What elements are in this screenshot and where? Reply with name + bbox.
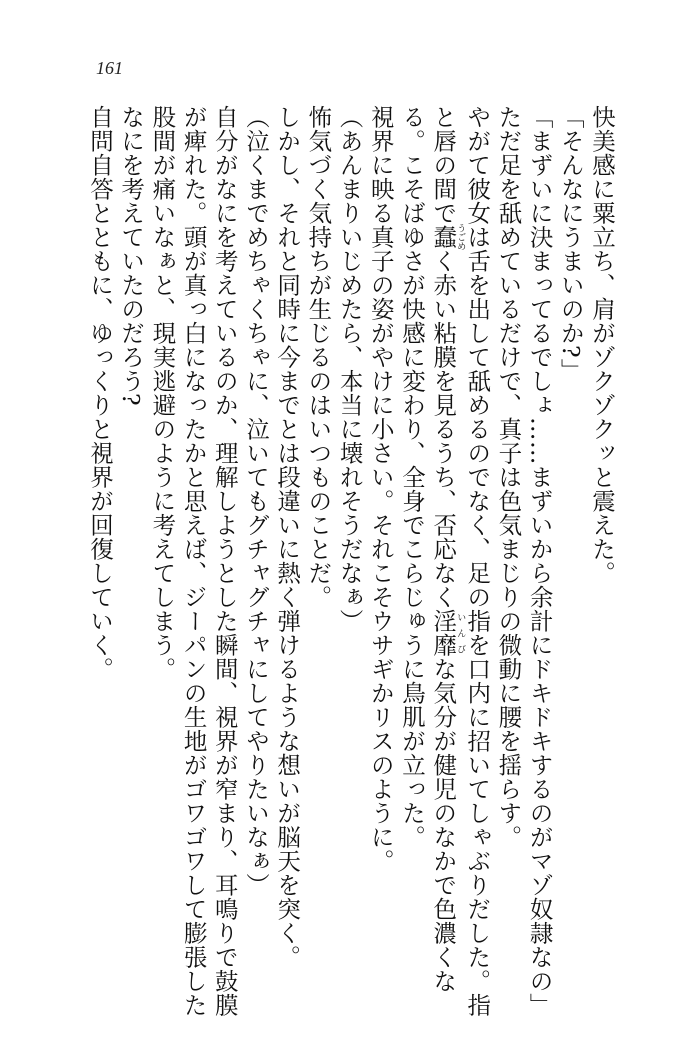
paragraph-3: 「まずいに決まってるでしょ……まずいから余計にドキドキするのがマゾ奴隷なの」 (525, 105, 554, 1017)
page-number: 161 (96, 58, 123, 78)
paragraph-9: しかし、それと同時に今までとは段違いに熱く弾けるような想いが脳天を突く。 (273, 105, 302, 969)
body-text (57, 105, 617, 1025)
paragraph-10: （泣くまでめちゃくちゃに、泣いてもグチャグチャにしてやりたいなぁ） (241, 105, 270, 897)
paragraph-13: 自問自答とともに、ゆっくりと視界が回復していく。 (85, 105, 114, 681)
paragraph-5-part-3: く赤い粘膜を見るうち、否応なく (429, 249, 458, 609)
paragraph-7: （あんまりいじめたら、本当に壊れそうだなぁ） (335, 105, 364, 633)
ruby-inbi (429, 609, 466, 657)
paragraph-8: 怖気づく気持ちが生じるのはいつものことだ。 (304, 105, 333, 609)
ruby-ugome (429, 223, 466, 251)
paragraph-5 (396, 105, 492, 1025)
paragraph-5-part-1: やがて彼女は舌を出して舐めるのでなく、足の指を口内に招いてしゃぶりだした。指と唇の間で (429, 105, 492, 1017)
ruby-inbi-base: 淫靡 (429, 609, 458, 657)
paragraph-12: なにを考えていたのだろう? (117, 105, 146, 407)
paragraph-11: 自分がなにを考えているのか、理解しようとした瞬間、視界が窄まり、耳鳴りで鼓膜が痺れた。頭が真っ白になったかと思えば、ジーパンの生地がゴワゴワして膨張した股間が痛いなぁと、現実逃避のように考えてしまう。 (148, 105, 239, 1017)
paragraph-2: 「そんなにうまいのか?」 (556, 105, 585, 383)
paragraph-5-part-5: な気分が健児のなかで色濃くなる。こそばゆさが快感に変わり、全身でこらじゅうに鳥肌が立った。 (397, 105, 458, 993)
paragraph-6: 視界に映る真子の姿がやけに小さい。それこそウサギかリスのように。 (366, 105, 395, 873)
ruby-inbi-reading: いんび (455, 609, 466, 657)
paragraph-1: 快美感に粟立ち、肩がゾクゾクッと震えた。 (588, 105, 616, 585)
ruby-ugome-reading: うごめ (455, 223, 466, 251)
paragraph-4: ただ足を舐めているだけで、真子は色気まじりの微動に腰を揺らす。 (494, 105, 523, 849)
ruby-ugome-base: 蠢 (429, 223, 458, 251)
